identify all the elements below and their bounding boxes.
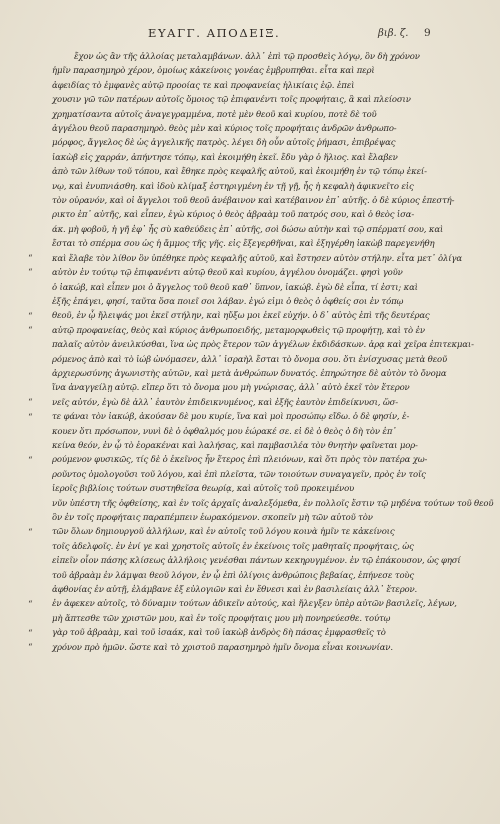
margin-quote-mark-icon: “	[28, 527, 33, 538]
text-line: αὐτὸν ἐν τούτῳ τῷ ἐπιφανέντι αὐτῷ θεοῦ καὶ κυρίου, ἀγγέλου ὀνομάζει. φησὶ γοῦν	[52, 268, 403, 279]
margin-quote-mark-icon: “	[28, 311, 33, 322]
text-line: ὁ ἰακώβ, καὶ εἶπεν μοι ὁ ἄγγελος τοῦ θεοῦ καθ᾽ ὕπνον, ἰακώβ. ἐγὼ δὲ εἶπα, τί ἐστι; καὶ	[52, 282, 418, 293]
running-head: ΕΥΑΓΓ. ΑΠΟΔΕΙΞ.	[148, 26, 281, 40]
text-line: ροῦντος ὁμολογοῦσι τοῦ λόγου, καὶ ἐπὶ πλεῖστα, τῶν τοιούτων συναγαγεῖν, πρὸς ἐν τοῖς	[52, 469, 426, 480]
text-line: ἱεροῖς βιβλίοις τούτων συστηθεῖσα θεωρίᾳ, καὶ αὐτοῖς τοῦ προκειμένου	[52, 484, 355, 495]
text-line: ἰακὼβ εἰς χαρράν, ἀπήντησε τόπῳ, καὶ ἐκοιμήθη ἐκεῖ. ἔδυ γὰρ ὁ ἥλιος. καὶ ἔλαβεν	[52, 152, 398, 163]
text-line: ρούμενον φυσικῶς, τίς δὲ ὁ ἐκεῖνος ἦν ἕτερος ἐπὶ πλειόνων, καὶ ὅτι πρὸς τὸν πατέρα χω-	[52, 455, 428, 466]
margin-quote-mark-icon: “	[28, 412, 33, 423]
text-line: χρηματίσαντα αὐτοῖς ἀναγεγραμμένα, ποτὲ μὲν θεοῦ καὶ κυρίου, ποτὲ δὲ τοῦ	[52, 109, 377, 120]
text-line: ἐξῆς ἐπάγει, φησί, ταῦτα ὅσα ποιεῖ σοι λάβαν. ἐγώ εἰμι ὁ θεὸς ὁ ὀφθείς σοι ἐν τόπῳ	[52, 296, 404, 307]
folio-number: 9	[424, 27, 431, 39]
margin-quote-mark-icon: “	[28, 628, 33, 639]
text-line: τῶν ὅλων δημιουργοῦ ἀλλήλων, καὶ ἐν αὐτοῖς τοῦ λόγου κοινὰ ἡμῖν τε κἀκείνοις	[52, 527, 395, 538]
book-reference: βιβ. ζ.	[378, 28, 409, 39]
margin-quote-mark-icon: “	[28, 325, 33, 336]
margin-quote-mark-icon: “	[28, 253, 33, 264]
margin-quote-mark-icon: “	[28, 268, 33, 279]
text-line: κείνα θεόν, ἐν ᾧ τὸ ἐορακέναι καὶ λαλήσας, καὶ παμβασιλέα τὸν θνητὴν φαῖνεται μορ-	[52, 440, 418, 451]
margin-quote-mark-icon: “	[28, 599, 33, 610]
text-line: ἔσται τὸ σπέρμα σου ὡς ἡ ἄμμος τῆς γῆς. εἰς ἔξεγερθῆναι, καὶ ἐξηγέρθη ἰακὼβ παρεγενήθη	[52, 239, 435, 250]
text-line: αὐτῷ προφανείας, θεὸς καὶ κύριος ἀνθρωποειδής, μεταμορφωθεὶς τῷ προφήτῃ, καὶ τὸ ἐν	[52, 325, 425, 336]
margin-quote-mark-icon: “	[28, 455, 33, 466]
text-line: ἀφθονίας ἐν αὐτῇ, ἐλάμβανε ἐξ εὐλογιῶν καὶ ἐν ἔθνεσι καὶ ἐν βασιλείαις ἀλλ᾽ ἕτερον.	[52, 585, 418, 596]
text-line: ἀγγέλου θεοῦ παρασημηρὸ. θεὸς μὲν καὶ κύριος τοῖς προφήταις ἀνδρῶν ἀνθρωπο-	[52, 124, 397, 135]
text-line: κουεν ὅτι πρόσωπον, νυνὶ δὲ ὁ ὀφθαλμός μου ἑώρακέ σε. εἰ δὲ ὁ θεὸς ὁ δὴ τὸν ἐπ᾽	[52, 426, 397, 437]
text-line: ἵνα ἀναγγείλῃ αὐτῷ. εἴπερ ὅτι τὸ ὄνομα μου μὴ γνώρισας, ἀλλ᾽ αὐτὸ ἐκεῖ τὸν ἕτερον	[52, 383, 410, 394]
text-line: ρικτο ἐπ᾽ αὐτῆς, καὶ εἶπεν, ἐγὼ κύριος ὁ θεὸς ἀβραὰμ τοῦ πατρός σου, καὶ ὁ θεὸς ἰσα-	[52, 210, 415, 221]
text-line: τοῖς ἀδελφοῖς. ἐν ἑνί γε καὶ χρηστοῖς αὐτοῖς ἐν ἐκείνοις τοῖς μαθηταῖς προφήταις, ὡς	[52, 541, 414, 552]
page-header	[0, 26, 500, 44]
text-line: νεῖς αὐτόν, ἐγὼ δὲ ἀλλ᾽ ἑαυτὸν ἐπιδεικνυμένος, καὶ ἐξῆς ἑαυτὸν ἐπιδείκνυσι, ὥσ-	[52, 397, 399, 408]
text-line: εἰπεῖν οἷον πάσης κλίσεως ἀλλήλοις γενέσθαι πάντων κεκηρυγμένον. ἐν τῷ ἐπάκουσον, ὡς φησί	[52, 556, 461, 567]
text-line: ρόμενος ἀπὸ καὶ τὸ ἰώβ ὠνόμασεν, ἀλλ᾽ ἰσραὴλ ἔσται τὸ ὄνομα σου. ὅτι ἐνίσχυσας μετὰ θεοῦ	[52, 354, 448, 365]
text-line: μόρφος, ἄγγελος δὲ ὡς ἀγγελικῆς πατρὸς. λέγει δὴ οὖν αὐτοῖς ῥήμασι, ἐπιβρέψας	[52, 138, 396, 149]
text-line: ἔχον ὡς ἂν τῆς ἀλλοίας μεταλαμβάνων. ἀλλ᾽ ἐπὶ τῷ προσθεὶς λόγῳ, ὃν δὴ χρόνον	[74, 52, 420, 62]
text-line: γὰρ τοῦ ἀβραὰμ, καὶ τοῦ ἰσαάκ, καὶ τοῦ ἰακὼβ ἀνδρὸς δὴ πάσας ἐμφρασθεῖς τὸ	[52, 628, 386, 639]
text-line: ἡμῖν παρασημηρὸ χέρον, ὁμοίως κἀκείνοις γονέας ἐμβρυπηθαι. εἶτα καὶ περὶ	[52, 66, 375, 77]
text-line: ὃν ἐν τοῖς προφήταις παραπέμπειν ἑωρακόμενον. σκοπεῖν μὴ τῶν αὐτοῦ τὸν	[52, 513, 373, 523]
text-line: νῳ, καὶ ἐνυπνιάσθη. καὶ ἰδοὺ κλίμαξ ἐστηριγμένη ἐν τῇ γῇ, ἧς ἡ κεφαλὴ ἀφικνεῖτο εἰς	[52, 181, 414, 192]
text-line: ἀφειδίας τὸ ἐμφανὲς αὐτῷ προοίας τε καὶ προφανείας ἡλικίαις ἑῷ. ἐπεὶ	[52, 80, 355, 91]
text-line: χουσιν γῶ τῶν πατέρων αὐτοῖς ὅμοιος τῷ ἐπιφανέντι τοῖς προφήταις, ἃ καὶ πλείοσιν	[52, 95, 411, 106]
text-line: ἐν ἀφεκεν αὐτοῖς, τὸ δύναμιν τούτων ἀδικεῖν αὐτούς, καὶ ἤλεγξεν ὑπὲρ αὐτῶν βασιλεῖς, λέγων,	[52, 599, 457, 610]
text-line: θεοῦ, ἐν ᾧ ἤλειψάς μοι ἐκεῖ στήλην, καὶ ηὔξω μοι ἐκεῖ εὐχήν. ὁ δ᾽ αὐτὸς ἐπὶ τῆς δευτέρας	[52, 311, 430, 322]
text-line: καὶ ἔλαβε τὸν λίθον ὃν ὑπέθηκε πρὸς κεφαλῆς αὐτοῦ, καὶ ἔστησεν αὐτὸν στήλην. εἶτα μετ᾽ ὀλίγα	[52, 253, 462, 264]
text-line: χρόνον πρὸ ἡμῶν. ὥστε καὶ τὸ χριστοῦ παρασημηρὸ ἡμῖν ὄνομα εἶναι κοινωνίαν.	[52, 642, 393, 653]
text-line: άκ. μὴ φοβοῦ, ἡ γῆ ἐφ᾽ ἧς σὺ καθεύδεις ἐπ᾽ αὐτῆς, σοὶ δώσω αὐτὴν καὶ τῷ σπέρματί σου, καὶ	[52, 224, 444, 235]
text-line: ἀπὸ τῶν λίθων τοῦ τόπου, καὶ ἔθηκε πρὸς κεφαλῆς αὐτοῦ, καὶ ἐκοιμήθη ἐν τῷ τόπῳ ἐκεί-	[52, 167, 427, 178]
text-line: ἀρχιερωσύνης ἀγωνιστὴς αὐτῶν, καὶ μετὰ ἀνθρώπων δυνατός. ἐπηρώτησε δὲ αὐτὸν τὸ ὄνομα	[52, 368, 447, 379]
margin-quote-mark-icon: “	[28, 643, 33, 654]
text-line: τὸν οὐρανόν, καὶ οἱ ἄγγελοι τοῦ θεοῦ ἀνέβαινον καὶ κατέβαινον ἐπ᾽ αὐτῆς. ὁ δὲ κύριος ἐπεστή-	[52, 196, 455, 207]
text-line: παλαῖς αὐτὸν ἀνειλκύσθαι, ἵνα ὡς πρὸς ἕτερον τῶν ἀγγέλων ἐκδιδάσκων. ἀρᾳ καὶ χεῖρα ἐπιτεκμαι-	[52, 340, 474, 351]
text-line: νῦν ὑπέστη τῆς ὀφθείσης, καὶ ἐν τοῖς ἀρχαῖς ἀναλεξόμεθα, ἐν πολλοῖς ἔστιν τῷ μηδένα τούτων τοῦ θεοῦ	[52, 498, 494, 509]
greek-text-block	[52, 50, 494, 655]
text-line: τοῦ ἀβραὰμ ἐν λάμψαι θεοῦ λόγον, ἐν ᾧ ἐπὶ ὀλίγοις ἀνθρώποις βεβαίας, ἐπήνεσε τοὺς	[52, 570, 415, 581]
margin-quote-mark-icon: “	[28, 398, 33, 409]
text-line: μὴ ἅπτεσθε τῶν χριστῶν μου, καὶ ἐν τοῖς προφήταις μου μὴ πονηρεύεσθε. τούτῳ	[52, 613, 391, 624]
text-line: τε φάναι τὸν ἰακώβ, ἀκούσαν δὲ μου κυρίε, ἵνα καὶ μοὶ προσώπῳ εἴδω. ὁ δὲ φησίν, ἐ-	[52, 412, 410, 423]
